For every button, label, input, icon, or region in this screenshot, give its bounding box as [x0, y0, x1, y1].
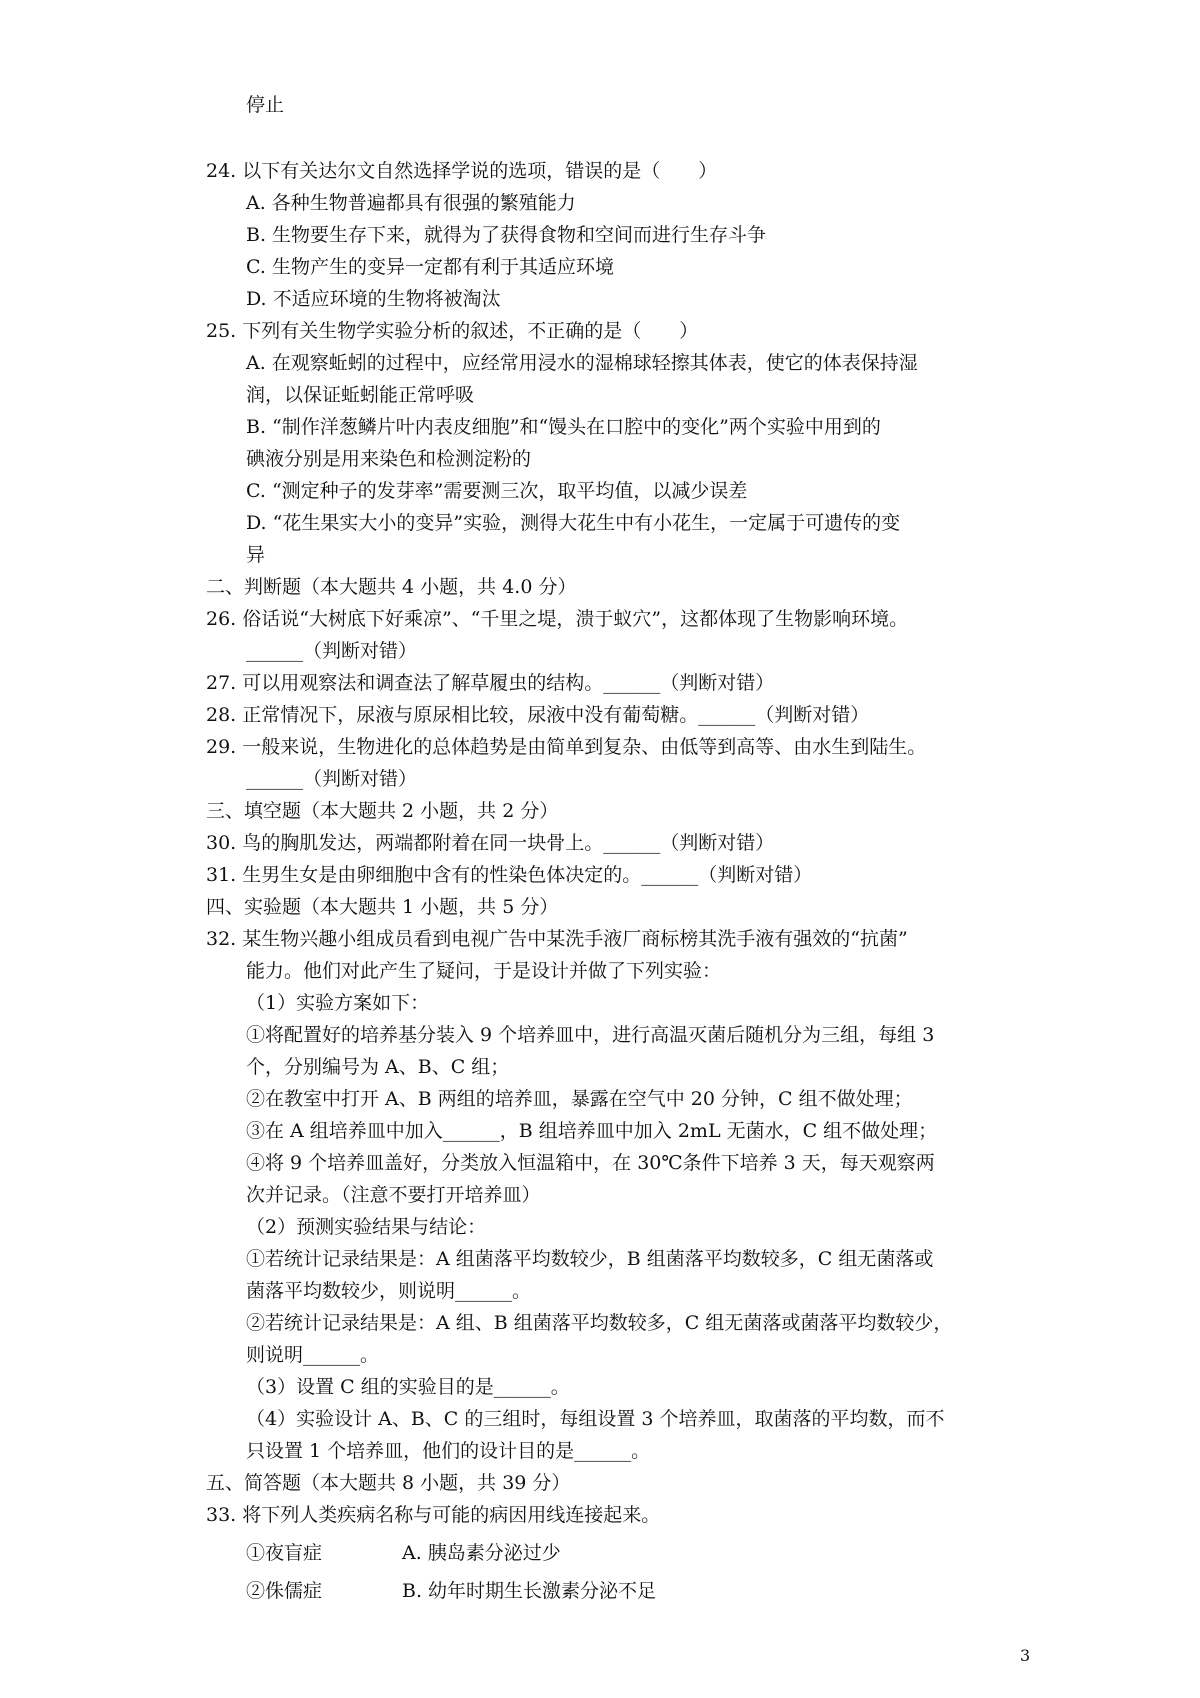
option-a: A. 各种生物普遍都具有很强的繁殖能力	[246, 192, 576, 214]
question-28: 28. 正常情况下，尿液与原尿相比较，尿液中没有葡萄糖。______（判断对错）	[206, 704, 870, 726]
previous-question-tail: 停止	[246, 94, 285, 116]
question-stem: 32. 某生物兴趣小组成员看到电视广告中某洗手液厂商标榜其洗手液有强效的“抗菌”	[206, 928, 908, 950]
question-stem: 24. 以下有关达尔文自然选择学说的选项，错误的是（ ）	[206, 160, 718, 182]
step-3: ③在 A 组培养皿中加入______，B 组培养皿中加入 2mL 无菌水，C 组不做处理；	[246, 1120, 938, 1142]
option-c: C. “测定种子的发芽率”需要测三次，取平均值，以减少误差	[246, 480, 748, 502]
part-1-heading: （1）实验方案如下：	[246, 992, 430, 1014]
section-heading-experiment: 四、实验题（本大题共 1 小题，共 5 分）	[206, 896, 559, 918]
page-number: 3	[1020, 1646, 1031, 1665]
question-stem: 25. 下列有关生物学实验分析的叙述，不正确的是（ ）	[206, 320, 699, 342]
step-1-cont: 个，分别编号为 A、B、C 组；	[246, 1056, 510, 1078]
cause-item: A. 胰岛素分泌过少	[402, 1542, 561, 1564]
result-2: ②若统计记录结果是：A 组、B 组菌落平均数较多，C 组无菌落或菌落平均数较少，	[246, 1312, 953, 1334]
option-a-cont: 润，以保证蚯蚓能正常呼吸	[246, 384, 475, 406]
section-heading-short-answer: 五、简答题（本大题共 8 小题，共 39 分）	[206, 1472, 571, 1494]
step-2: ②在教室中打开 A、B 两组的培养皿，暴露在空气中 20 分钟，C 组不做处理；	[246, 1088, 913, 1110]
option-d: D. 不适应环境的生物将被淘汰	[246, 288, 501, 310]
result-1: ①若统计记录结果是：A 组菌落平均数较少，B 组菌落平均数较多，C 组无菌落或	[246, 1248, 934, 1270]
option-d: D. “花生果实大小的变异”实验，测得大花生中有小花生，一定属于可遗传的变	[246, 512, 901, 534]
question-stem-cont: 能力。他们对此产生了疑问，于是设计并做了下列实验：	[246, 960, 722, 982]
option-d-cont: 异	[246, 544, 266, 566]
part-4: （4）实验设计 A、B、C 的三组时，每组设置 3 个培养皿，取菌落的平均数，而不	[246, 1408, 945, 1430]
step-4: ④将 9 个培养皿盖好，分类放入恒温箱中，在 30℃条件下培养 3 天，每天观察两	[246, 1152, 935, 1174]
option-b: B. “制作洋葱鳞片叶内表皮细胞”和“馒头在口腔中的变化”两个实验中用到的	[246, 416, 881, 438]
question-30: 30. 鸟的胸肌发达，两端都附着在同一块骨上。______（判断对错）	[206, 832, 775, 854]
answer-blank: ______（判断对错）	[246, 768, 418, 790]
section-heading-judgment: 二、判断题（本大题共 4 小题，共 4.0 分）	[206, 576, 577, 598]
part-4-cont: 只设置 1 个培养皿，他们的设计目的是______。	[246, 1440, 651, 1462]
disease-item: ②侏儒症	[246, 1580, 323, 1602]
part-3: （3）设置 C 组的实验目的是______。	[246, 1376, 570, 1398]
result-2-cont: 则说明______。	[246, 1344, 380, 1366]
part-2-heading: （2）预测实验结果与结论：	[246, 1216, 487, 1238]
cause-item: B. 幼年时期生长激素分泌不足	[402, 1580, 657, 1602]
question-stem: 26. 俗话说“大树底下好乘凉”、“千里之堤，溃于蚁穴”，这都体现了生物影响环境。	[206, 608, 909, 630]
disease-item: ①夜盲症	[246, 1542, 323, 1564]
answer-blank: ______（判断对错）	[246, 640, 418, 662]
step-4-cont: 次并记录。（注意不要打开培养皿）	[246, 1184, 541, 1206]
question-stem: 29. 一般来说，生物进化的总体趋势是由简单到复杂、由低等到高等、由水生到陆生。	[206, 736, 927, 758]
question-31: 31. 生男生女是由卵细胞中含有的性染色体决定的。______（判断对错）	[206, 864, 813, 886]
question-stem: 33. 将下列人类疾病名称与可能的病因用线连接起来。	[206, 1504, 661, 1526]
option-b: B. 生物要生存下来，就得为了获得食物和空间而进行生存斗争	[246, 224, 767, 246]
option-c: C. 生物产生的变异一定都有利于其适应环境	[246, 256, 614, 278]
option-a: A. 在观察蚯蚓的过程中，应经常用浸水的湿棉球轻擦其体表，使它的体表保持湿	[246, 352, 918, 374]
option-b-cont: 碘液分别是用来染色和检测淀粉的	[246, 448, 532, 470]
step-1: ①将配置好的培养基分装入 9 个培养皿中，进行高温灭菌后随机分为三组，每组 3	[246, 1024, 935, 1046]
result-1-cont: 菌落平均数较少，则说明______。	[246, 1280, 532, 1302]
section-heading-fill-in: 三、填空题（本大题共 2 小题，共 2 分）	[206, 800, 559, 822]
question-27: 27. 可以用观察法和调查法了解草履虫的结构。______（判断对错）	[206, 672, 775, 694]
